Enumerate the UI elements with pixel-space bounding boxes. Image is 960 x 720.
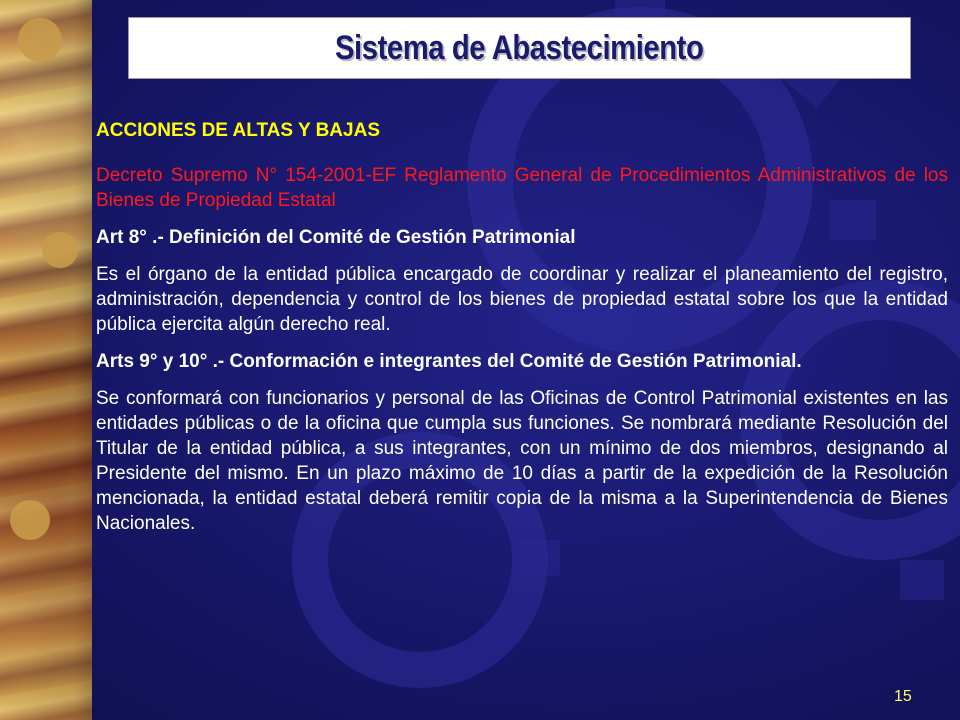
gear-hub <box>42 232 78 268</box>
title-box <box>128 17 911 79</box>
article-8-title: Art 8° .- Definición del Comité de Gestión Patrimonial <box>96 227 576 248</box>
article-9-10-title: Arts 9° y 10° .- Conformación e integrantes del Comité de Gestión Patrimonial. <box>96 351 802 372</box>
article-8-body: Es el órgano de la entidad pública encargado de coordinar y realizar el planeamiento del registro, administración, dependencia y control de los bienes de propiedad estatal sobre los que la entidad pública ejercita algún derecho real. <box>96 264 948 335</box>
gear-hub <box>10 500 50 540</box>
decree-reference: Decreto Supremo N° 154-2001-EF Reglamento General de Procedimientos Administrativos de los Bienes de Propiedad Estatal <box>96 165 948 211</box>
section-heading: ACCIONES DE ALTAS Y BAJAS <box>96 120 380 141</box>
article-9-10-body: Se conformará con funcionarios y personal de las Oficinas de Control Patrimonial existentes en las entidades públicas o de la oficina que cumpla sus funciones. Se nombrará mediante Resolución del Titular de la entidad pública, a sus integrantes, con un mínimo de dos miembros, designando al Presidente del mismo. En un plazo máximo de 10 días a partir de la expedición de la Resolución mencionada, la entidad estatal deberá remitir copia de la misma a la Superintendencia de Bienes Nacionales. <box>96 388 948 534</box>
gear-tooth <box>900 560 944 600</box>
slide-title: Sistema de Abastecimiento <box>335 28 704 67</box>
page-number: 15 <box>894 688 912 705</box>
content-area <box>96 118 948 548</box>
gear-hub <box>18 18 62 62</box>
